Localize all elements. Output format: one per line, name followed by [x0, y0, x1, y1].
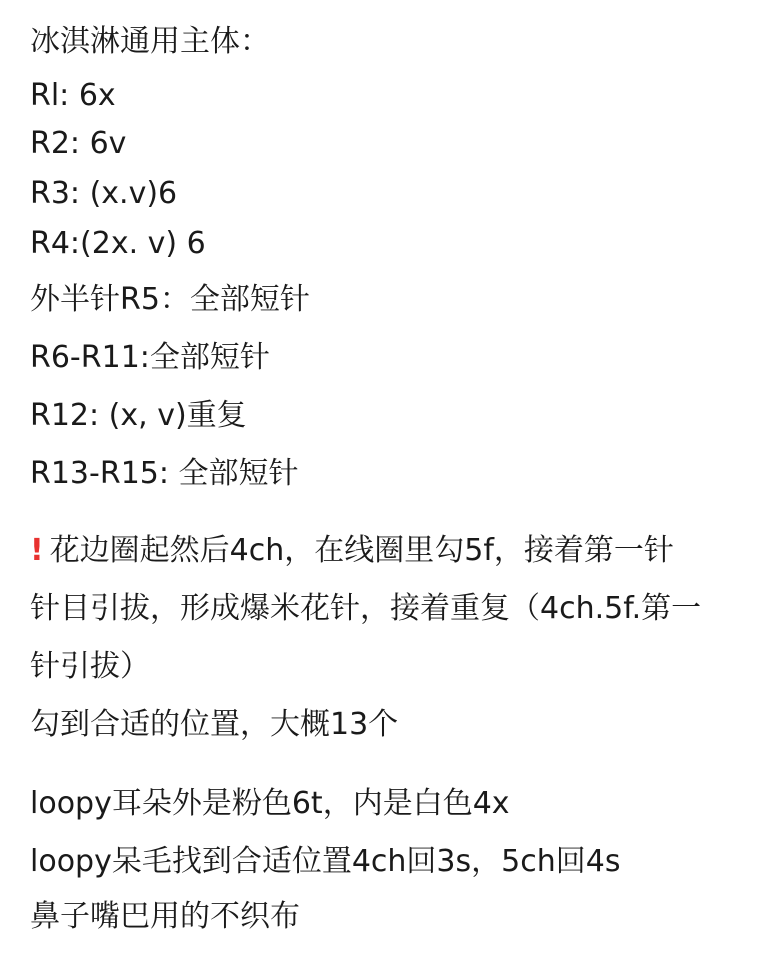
- extra-line-2: loopy呆毛找到合适位置4ch回3s，5ch回4s: [30, 844, 621, 879]
- round-5: 外半针R5：全部短针: [30, 282, 310, 317]
- round-12: R12: (x, v)重复: [30, 398, 247, 433]
- extra-line-3: 鼻子嘴巴用的不织布: [30, 899, 300, 934]
- note-line-4: 勾到合适的位置，大概13个: [30, 707, 399, 742]
- round-13-15: R13-R15: 全部短针: [30, 456, 299, 491]
- exclamation-icon: !: [30, 533, 44, 568]
- pattern-title: 冰淇淋通用主体：: [30, 24, 270, 59]
- note-line-1: [30, 531, 674, 571]
- note-line-2: 针目引拔，形成爆米花针，接着重复（4ch.5f.第一: [30, 591, 702, 626]
- round-1: Rl: 6x: [30, 78, 116, 113]
- round-6-11: R6-R11:全部短针: [30, 340, 270, 375]
- extra-line-1: loopy耳朵外是粉色6t，内是白色4x: [30, 786, 510, 821]
- note-text-1: 花边圈起然后4ch，在线圈里勾5f，接着第一针: [49, 533, 674, 568]
- round-3: R3: (x.v)6: [30, 176, 178, 211]
- round-4: R4:(2x. v) 6: [30, 226, 206, 261]
- note-line-3: 针引拔）: [30, 649, 150, 684]
- round-2: R2: 6v: [30, 126, 127, 161]
